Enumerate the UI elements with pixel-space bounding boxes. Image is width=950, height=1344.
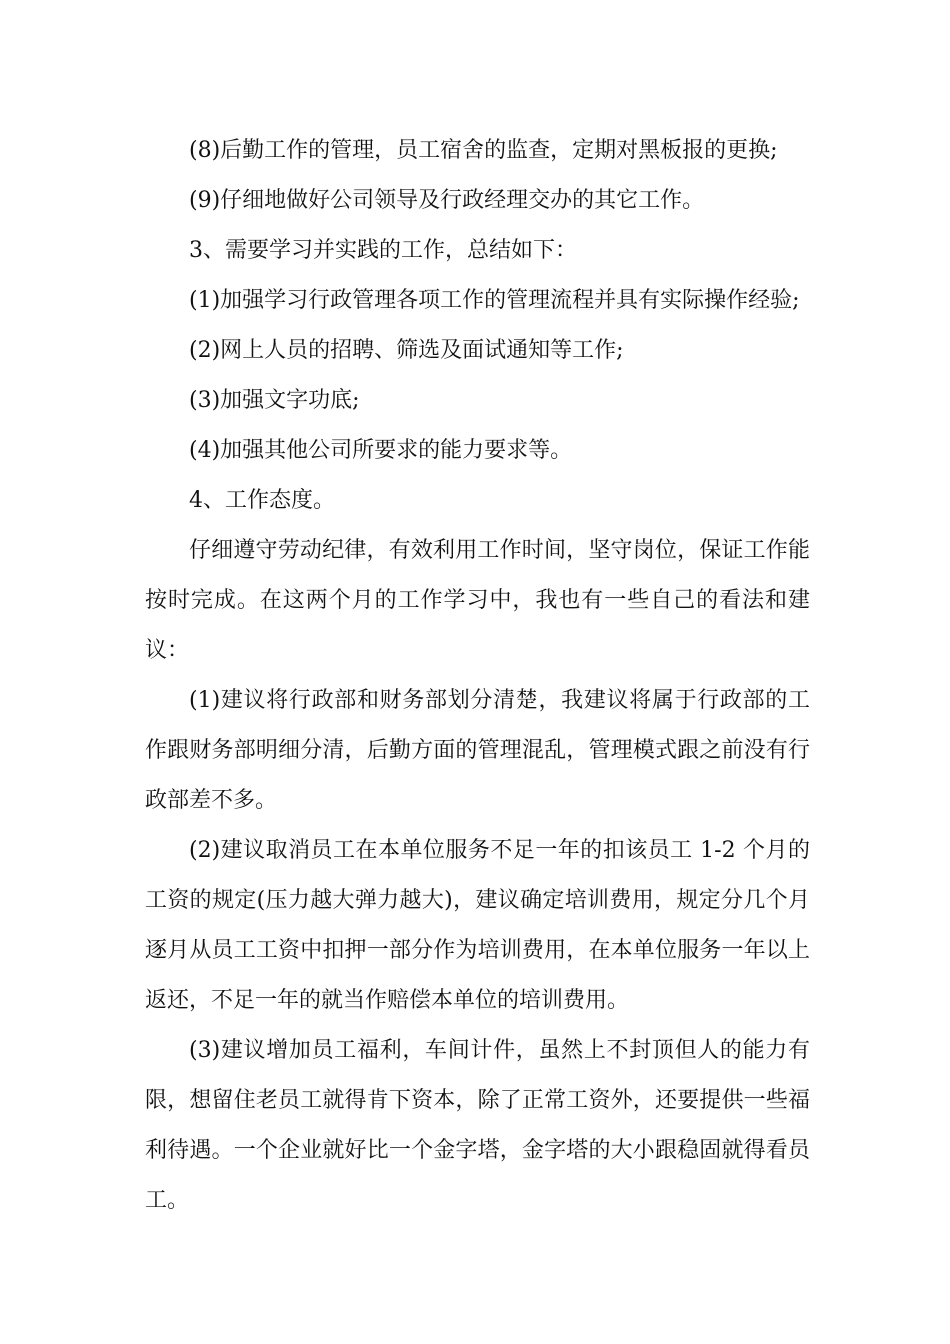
paragraph-suggestion-2: (2)建议取消员工在本单位服务不足一年的扣该员工 1-2 个月的工资的规定(压力越大弹力越大)，建议确定培训费用，规定分几个月逐月从员工工资中扣押一部分作为培训费用，在本单位服务一年以上返还，不足一年的就当作赔偿本单位的培训费用。	[145, 838, 810, 1013]
paragraph-suggestion-1: (1)建议将行政部和财务部划分清楚，我建议将属于行政部的工作跟财务部明细分清，后勤方面的管理混乱，管理模式跟之前没有行政部差不多。	[145, 688, 810, 813]
paragraph-suggestion-3: (3)建议增加员工福利，车间计件，虽然上不封顶但人的能力有限，想留住老员工就得肯下资本，除了正常工资外，还要提供一些福利待遇。一个企业就好比一个金字塔，金字塔的大小跟稳固就得看员工。	[145, 1038, 810, 1213]
paragraph-learning-2: (2)网上人员的招聘、筛选及面试通知等工作;	[189, 338, 624, 363]
section-heading-3: 3、需要学习并实践的工作，总结如下：	[189, 238, 577, 263]
paragraph-learning-1: (1)加强学习行政管理各项工作的管理流程并具有实际操作经验;	[189, 288, 800, 313]
paragraph-item-9: (9)仔细地做好公司领导及行政经理交办的其它工作。	[189, 188, 705, 213]
paragraph-attitude: 仔细遵守劳动纪律，有效利用工作时间，坚守岗位，保证工作能按时完成。在这两个月的工作学习中，我也有一些自己的看法和建议：	[145, 538, 810, 663]
section-heading-4: 4、工作态度。	[189, 488, 335, 513]
paragraph-item-8: (8)后勤工作的管理，员工宿舍的监查，定期对黑板报的更换;	[189, 138, 778, 163]
paragraph-learning-4: (4)加强其他公司所要求的能力要求等。	[189, 438, 573, 463]
paragraph-learning-3: (3)加强文字功底;	[189, 388, 360, 413]
document-body	[145, 126, 810, 1226]
